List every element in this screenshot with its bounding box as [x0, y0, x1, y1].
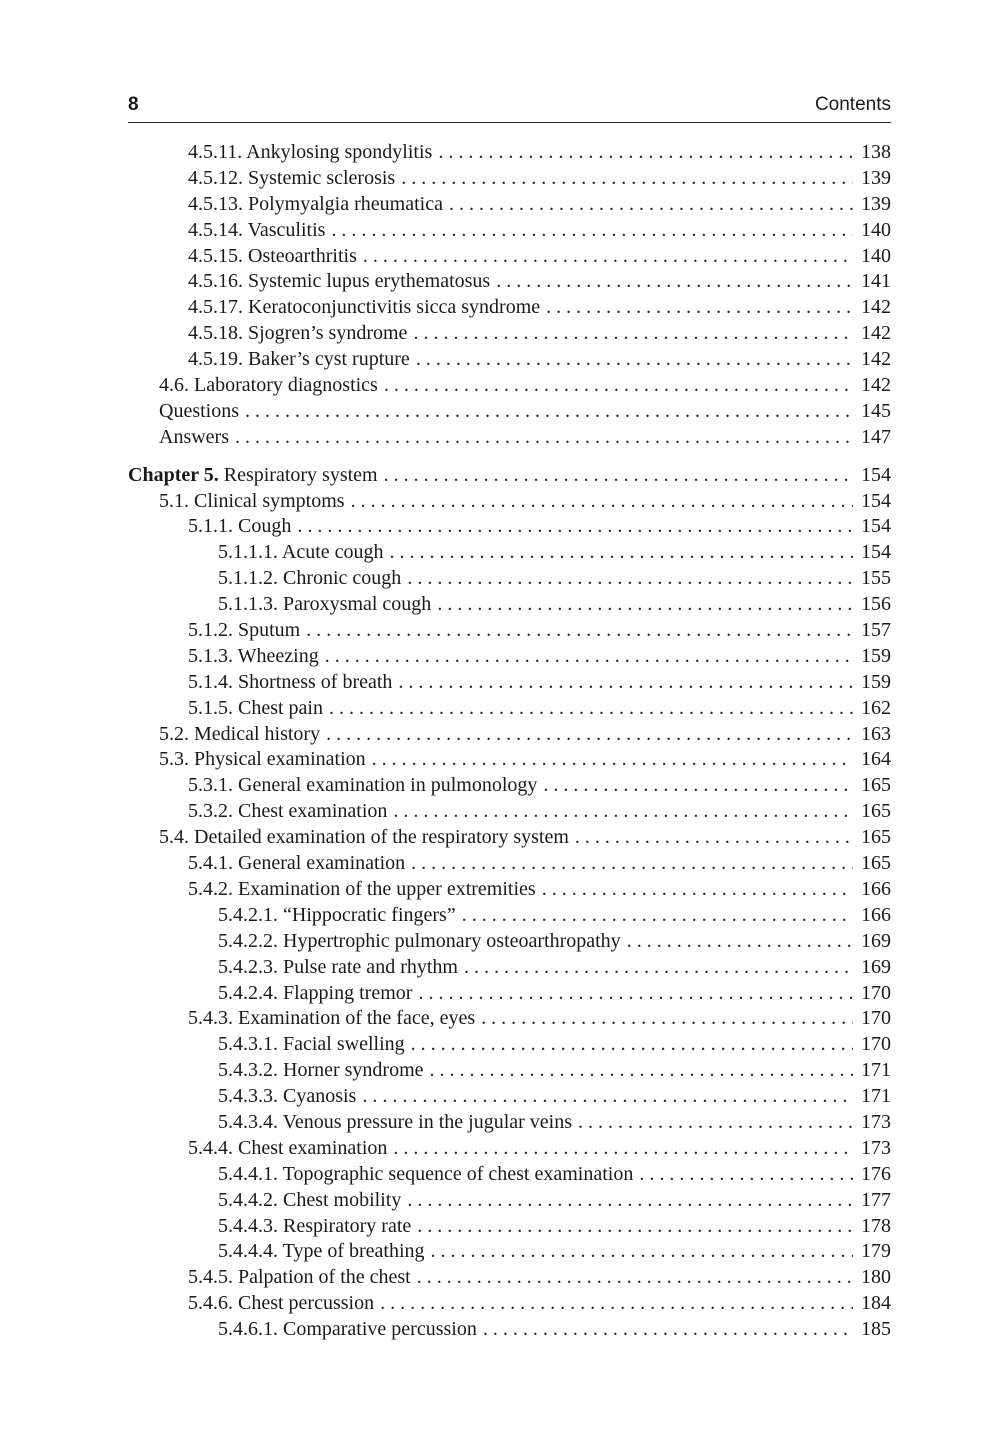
toc-entry[interactable]	[128, 929, 891, 955]
toc-entry[interactable]	[128, 295, 891, 321]
toc-entry-number: 5.4.4.2.	[218, 1188, 278, 1211]
running-head: Contents	[814, 94, 891, 115]
dot-leader	[543, 773, 853, 799]
toc-entry-page: 162	[861, 696, 891, 719]
dot-leader	[326, 722, 853, 748]
toc-entry-page: 155	[861, 567, 891, 590]
toc-entry-number: 5.4.5.	[188, 1266, 233, 1289]
toc-entry-number: 4.5.14.	[188, 218, 243, 241]
toc-entry-number: 4.5.11.	[188, 141, 243, 163]
toc-entry-title	[218, 1239, 425, 1265]
toc-entry-number: 5.1.1.2.	[218, 567, 278, 590]
toc-entry-number: 5.3.	[159, 748, 189, 771]
dot-leader	[407, 566, 853, 592]
toc-entry[interactable]	[128, 218, 891, 244]
toc-entry-page: 140	[861, 218, 891, 241]
toc-entry-text: Physical examination	[194, 748, 366, 771]
toc-entry-text: Chest examination	[238, 1136, 388, 1159]
toc-entry-page: 157	[861, 619, 891, 642]
toc-entry-text: Topographic sequence of chest examination	[282, 1162, 634, 1185]
toc-entry-title	[188, 514, 291, 540]
dot-leader	[418, 981, 853, 1007]
toc-entry[interactable]	[128, 1291, 891, 1317]
toc-entry[interactable]	[128, 540, 891, 566]
dot-leader	[417, 1265, 853, 1291]
toc-entry-title	[218, 981, 412, 1007]
toc-entry-page: 165	[861, 852, 891, 875]
toc-entry-text: Keratoconjunctivitis sicca syndrome	[248, 296, 541, 319]
toc-entry-title	[159, 722, 320, 748]
dot-leader	[496, 269, 853, 295]
toc-entry-text: Chronic cough	[283, 567, 402, 590]
toc-entry-number: 4.5.17.	[188, 296, 243, 319]
toc-entry-text: Vasculitis	[247, 218, 326, 241]
toc-entry-number: 5.1.4.	[188, 670, 233, 693]
toc-entry-title	[159, 425, 229, 451]
toc-entry-text: Acute cough	[281, 541, 384, 564]
toc-entry-title	[188, 1136, 387, 1162]
dot-leader	[401, 166, 853, 192]
toc-entry-page: 154	[861, 489, 891, 512]
dot-leader	[411, 1032, 853, 1058]
dot-leader	[393, 799, 853, 825]
toc-entry-page: 165	[861, 774, 891, 797]
toc-entry-text: Horner syndrome	[283, 1059, 424, 1082]
toc-entry[interactable]	[128, 773, 891, 799]
dot-leader	[351, 489, 853, 515]
toc-entry-number: 5.4.4.4.	[218, 1240, 278, 1263]
toc-entry-text: Systemic sclerosis	[248, 166, 396, 189]
toc-entry[interactable]	[128, 722, 891, 748]
toc-entry-number: 5.1.	[159, 489, 189, 512]
toc-entry-page: 177	[861, 1188, 891, 1211]
toc-entry-text: Questions	[159, 399, 239, 422]
toc-entry-text: Flapping tremor	[283, 981, 413, 1004]
dot-leader	[416, 347, 853, 373]
toc-entry-text: Medical history	[194, 722, 321, 745]
toc-entry-number: 5.4.6.1.	[218, 1318, 278, 1341]
toc-entry-text: Chest examination	[238, 800, 388, 823]
toc-entry-title	[188, 799, 387, 825]
toc-entry-number: 5.4.4.3.	[218, 1214, 278, 1237]
toc-entry-number: 5.4.3.4.	[218, 1110, 278, 1133]
toc-entry-page: 159	[861, 644, 891, 667]
toc-entry[interactable]	[128, 825, 891, 851]
table-of-contents	[128, 140, 891, 1343]
toc-entry-text: General examination in pulmonology	[238, 774, 538, 797]
toc-entry-title	[159, 489, 345, 515]
toc-entry-page: 173	[861, 1110, 891, 1133]
dot-leader	[639, 1162, 853, 1188]
dot-leader	[384, 373, 853, 399]
toc-entry-page: 139	[861, 166, 891, 189]
dot-leader	[437, 592, 853, 618]
toc-entry-text: Shortness of breath	[238, 670, 393, 693]
toc-entry[interactable]	[128, 981, 891, 1007]
toc-entry-text: Ankylosing spondylitis	[246, 141, 433, 163]
toc-entry-text: Cyanosis	[283, 1085, 357, 1108]
toc-entry[interactable]	[128, 166, 891, 192]
page-header	[128, 92, 891, 123]
toc-entry-title	[218, 1214, 411, 1240]
toc-entry-text: Wheezing	[237, 644, 319, 667]
toc-entry-number: 4.6.	[159, 374, 189, 397]
toc-entry-title	[188, 618, 300, 644]
dot-leader	[481, 1006, 853, 1032]
toc-entry-title	[218, 1084, 356, 1110]
toc-entry-title	[188, 1006, 475, 1032]
toc-entry-page: 156	[861, 593, 891, 616]
toc-entry-title	[188, 696, 323, 722]
toc-entry-title	[218, 540, 384, 566]
toc-entry-page: 154	[861, 541, 891, 564]
toc-entry[interactable]	[128, 1084, 891, 1110]
toc-entry[interactable]	[128, 489, 891, 515]
dot-leader	[438, 140, 853, 166]
toc-entry-text: Systemic lupus erythematosus	[248, 270, 491, 293]
toc-entry-number: 4.5.13.	[188, 192, 243, 215]
toc-entry-title	[218, 1162, 633, 1188]
toc-entry-text: Cough	[238, 515, 292, 538]
toc-entry-number: 5.4.6.	[188, 1292, 233, 1315]
toc-entry-page: 141	[861, 270, 891, 293]
toc-entry-page: 142	[861, 322, 891, 345]
toc-entry-number: 5.1.2.	[188, 619, 233, 642]
toc-entry-text: Polymyalgia rheumatica	[248, 192, 443, 215]
toc-entry-page: 138	[861, 141, 891, 163]
toc-entry-title	[188, 218, 325, 244]
dot-leader	[390, 540, 853, 566]
toc-entry-number: 4.5.18.	[188, 322, 243, 345]
dot-leader	[542, 877, 853, 903]
toc-entry-page: 178	[861, 1214, 891, 1237]
toc-entry-text: Type of breathing	[282, 1240, 425, 1263]
toc-entry-title	[218, 1058, 424, 1084]
toc-entry-page: 142	[861, 348, 891, 371]
toc-entry-page: 170	[861, 981, 891, 1004]
toc-entry-number: 5.3.1.	[188, 774, 233, 797]
toc-entry-page: 159	[861, 670, 891, 693]
toc-entry-text: Sjogren’s syndrome	[248, 322, 408, 345]
dot-leader	[235, 425, 853, 451]
toc-entry-page: 169	[861, 955, 891, 978]
toc-entry[interactable]	[128, 955, 891, 981]
toc-entry-text: General examination	[238, 852, 406, 875]
dot-leader	[578, 1110, 853, 1136]
toc-entry[interactable]	[128, 373, 891, 399]
toc-entry[interactable]	[128, 903, 891, 929]
toc-entry-page: 147	[861, 425, 891, 448]
toc-entry-title	[188, 877, 536, 903]
toc-entry[interactable]	[128, 1317, 891, 1343]
toc-entry-title	[218, 1188, 401, 1214]
toc-entry-page: 142	[861, 374, 891, 397]
toc-entry-title	[188, 670, 392, 696]
dot-leader	[449, 192, 853, 218]
toc-entry-page: 180	[861, 1266, 891, 1289]
toc-entry-text: Venous pressure in the jugular veins	[282, 1110, 573, 1133]
dot-leader	[384, 463, 853, 489]
dot-leader	[411, 851, 853, 877]
toc-entry-text: Comparative percussion	[283, 1318, 477, 1341]
toc-entry-number: 5.3.2.	[188, 800, 233, 823]
toc-entry-text: Paroxysmal cough	[283, 593, 432, 616]
toc-entry[interactable]	[128, 1058, 891, 1084]
toc-entry-title	[128, 463, 378, 489]
toc-entry-page: 166	[861, 903, 891, 926]
toc-entry-title	[218, 1317, 477, 1343]
toc-entry-title	[159, 747, 366, 773]
toc-entry-page: 165	[861, 800, 891, 823]
toc-entry-text: Pulse rate and rhythm	[283, 955, 458, 978]
toc-entry-number: 5.4.4.1.	[218, 1162, 278, 1185]
toc-entry-number: 5.4.4.	[188, 1136, 233, 1159]
dot-leader	[306, 618, 853, 644]
toc-entry-title	[218, 1110, 572, 1136]
dot-leader	[297, 514, 853, 540]
toc-entry-title	[188, 1291, 374, 1317]
toc-entry-page: 170	[861, 1033, 891, 1056]
toc-entry[interactable]	[128, 1032, 891, 1058]
toc-entry-number: 5.4.3.2.	[218, 1059, 278, 1082]
toc-entry-text: Facial swelling	[283, 1033, 405, 1056]
toc-entry-text: Respiratory system	[223, 463, 378, 486]
toc-entry[interactable]	[128, 618, 891, 644]
dot-leader	[362, 1084, 853, 1110]
toc-entry[interactable]	[128, 425, 891, 451]
toc-entry[interactable]	[128, 1239, 891, 1265]
dot-leader	[380, 1291, 853, 1317]
toc-entry-page: 170	[861, 1007, 891, 1030]
toc-entry-text: Hypertrophic pulmonary osteoarthropathy	[283, 929, 621, 952]
toc-entry-number: 5.4.3.1.	[218, 1033, 278, 1056]
toc-entry-text: Chest percussion	[238, 1292, 375, 1315]
toc-entry[interactable]	[128, 347, 891, 373]
toc-entry-page: 171	[861, 1059, 891, 1082]
toc-entry[interactable]	[128, 566, 891, 592]
toc-entry-number: 5.2.	[159, 722, 189, 745]
toc-entry-number: 5.4.2.3.	[218, 955, 278, 978]
toc-entry-number: 4.5.15.	[188, 244, 243, 267]
toc-entry-page: 164	[861, 748, 891, 771]
toc-entry[interactable]	[128, 244, 891, 270]
toc-entry-number: 5.4.1.	[188, 852, 233, 875]
toc-entry-title	[218, 929, 621, 955]
toc-entry-page: 184	[861, 1292, 891, 1315]
toc-entry-text: Answers	[159, 425, 229, 448]
toc-entry[interactable]	[128, 514, 891, 540]
toc-entry-title	[188, 1265, 411, 1291]
toc-entry-number: 4.5.16.	[188, 270, 243, 293]
toc-entry[interactable]	[128, 592, 891, 618]
dot-leader	[372, 747, 853, 773]
toc-entry[interactable]	[128, 1136, 891, 1162]
page-number: 8	[128, 94, 139, 115]
toc-entry-title	[188, 295, 540, 321]
toc-entry[interactable]	[128, 1265, 891, 1291]
toc-entry-title	[188, 269, 490, 295]
toc-entry[interactable]	[128, 644, 891, 670]
toc-entry-number: 5.4.2.4.	[218, 981, 278, 1004]
toc-entry-title	[188, 166, 395, 192]
toc-entry-title	[188, 244, 357, 270]
dot-leader	[575, 825, 853, 851]
toc-entry-text: Examination of the face, eyes	[238, 1007, 476, 1030]
toc-entry-text: Palpation of the chest	[238, 1266, 411, 1289]
toc-entry-title	[188, 644, 319, 670]
toc-entry-text: Respiratory rate	[283, 1214, 412, 1237]
dot-leader	[431, 1239, 853, 1265]
dot-leader	[483, 1317, 853, 1343]
toc-chapter-entry[interactable]	[128, 463, 891, 489]
toc-entry-text: Sputum	[238, 619, 301, 642]
toc-entry-page: 185	[861, 1318, 891, 1341]
toc-entry[interactable]	[128, 799, 891, 825]
toc-entry-page: 169	[861, 929, 891, 952]
toc-entry-title	[218, 955, 458, 981]
toc-entry-page: 142	[861, 296, 891, 319]
toc-entry-text: Osteoarthritis	[248, 244, 357, 267]
toc-entry[interactable]	[128, 670, 891, 696]
toc-entry[interactable]	[128, 877, 891, 903]
toc-entry-page: 166	[861, 877, 891, 900]
toc-entry[interactable]	[128, 1214, 891, 1240]
toc-entry-title	[159, 825, 569, 851]
toc-entry-title	[188, 192, 443, 218]
toc-entry-page: 173	[861, 1136, 891, 1159]
toc-entry-text: Chest pain	[238, 696, 323, 719]
toc-entry[interactable]	[128, 1006, 891, 1032]
toc-entry-page: 171	[861, 1085, 891, 1108]
toc-entry-text: “Hippocratic fingers”	[283, 903, 456, 926]
toc-entry[interactable]	[128, 1188, 891, 1214]
toc-entry-number: 4.5.12.	[188, 166, 243, 189]
toc-entry-number: 5.4.	[159, 826, 189, 849]
toc-entry-page: 163	[861, 722, 891, 745]
toc-entry-text: Chest mobility	[283, 1188, 402, 1211]
toc-entry-title	[218, 566, 401, 592]
toc-entry-text: Clinical symptoms	[194, 489, 345, 512]
toc-entry-number: Chapter 5.	[128, 463, 219, 486]
toc-entry-number: 4.5.19.	[188, 348, 243, 371]
dot-leader	[393, 1136, 853, 1162]
toc-entry-text: Laboratory diagnostics	[194, 374, 378, 397]
toc-entry-title	[188, 851, 405, 877]
toc-entry-number: 5.1.1.3.	[218, 593, 278, 616]
toc-entry[interactable]	[128, 269, 891, 295]
toc-entry-number: 5.4.2.2.	[218, 929, 278, 952]
toc-entry-title	[159, 399, 239, 425]
toc-entry-number: 5.1.5.	[188, 696, 233, 719]
dot-leader	[462, 903, 853, 929]
toc-entry[interactable]	[128, 321, 891, 347]
toc-entry-number: 5.4.3.3.	[218, 1085, 278, 1108]
toc-entry-text: Baker’s cyst rupture	[248, 348, 410, 371]
toc-entry-title	[188, 773, 537, 799]
dot-leader	[398, 670, 853, 696]
toc-entry-title	[218, 592, 431, 618]
dot-leader	[363, 244, 853, 270]
toc-entry-page: 165	[861, 826, 891, 849]
dot-leader	[329, 696, 853, 722]
toc-entry-text: Examination of the upper extremities	[238, 877, 536, 900]
toc-entry-number: 5.4.2.1.	[218, 903, 278, 926]
toc-entry-title	[159, 373, 378, 399]
dot-leader	[627, 929, 853, 955]
dot-leader	[407, 1188, 853, 1214]
toc-entry-page: 154	[861, 463, 891, 486]
dot-leader	[325, 644, 853, 670]
toc-entry[interactable]	[128, 747, 891, 773]
dot-leader	[413, 321, 853, 347]
toc-entry-title	[188, 140, 432, 166]
toc-entry[interactable]	[128, 399, 891, 425]
toc-entry-number: 5.1.1.	[188, 515, 233, 538]
dot-leader	[331, 218, 853, 244]
toc-entry-page: 139	[861, 192, 891, 215]
toc-entry[interactable]	[128, 192, 891, 218]
toc-entry-number: 5.4.3.	[188, 1007, 233, 1030]
toc-entry-text: Detailed examination of the respiratory system	[194, 826, 569, 849]
dot-leader	[417, 1214, 853, 1240]
toc-entry-number: 5.4.2.	[188, 877, 233, 900]
dot-leader	[245, 399, 853, 425]
toc-entry-title	[188, 347, 410, 373]
toc-entry[interactable]	[128, 140, 891, 166]
dot-leader	[464, 955, 853, 981]
toc-entry-number: 5.1.3.	[188, 644, 233, 667]
toc-entry-page: 154	[861, 515, 891, 538]
toc-entry-title	[218, 903, 456, 929]
toc-entry-title	[188, 321, 407, 347]
toc-entry[interactable]	[128, 1110, 891, 1136]
toc-entry-title	[218, 1032, 405, 1058]
toc-entry-number: 5.1.1.1.	[218, 541, 278, 564]
toc-entry-page: 176	[861, 1162, 891, 1185]
dot-leader	[430, 1058, 853, 1084]
toc-entry[interactable]	[128, 696, 891, 722]
toc-entry[interactable]	[128, 1162, 891, 1188]
toc-entry-page: 140	[861, 244, 891, 267]
toc-entry-page: 179	[861, 1240, 891, 1263]
toc-entry[interactable]	[128, 851, 891, 877]
dot-leader	[546, 295, 853, 321]
toc-entry-page: 145	[861, 399, 891, 422]
